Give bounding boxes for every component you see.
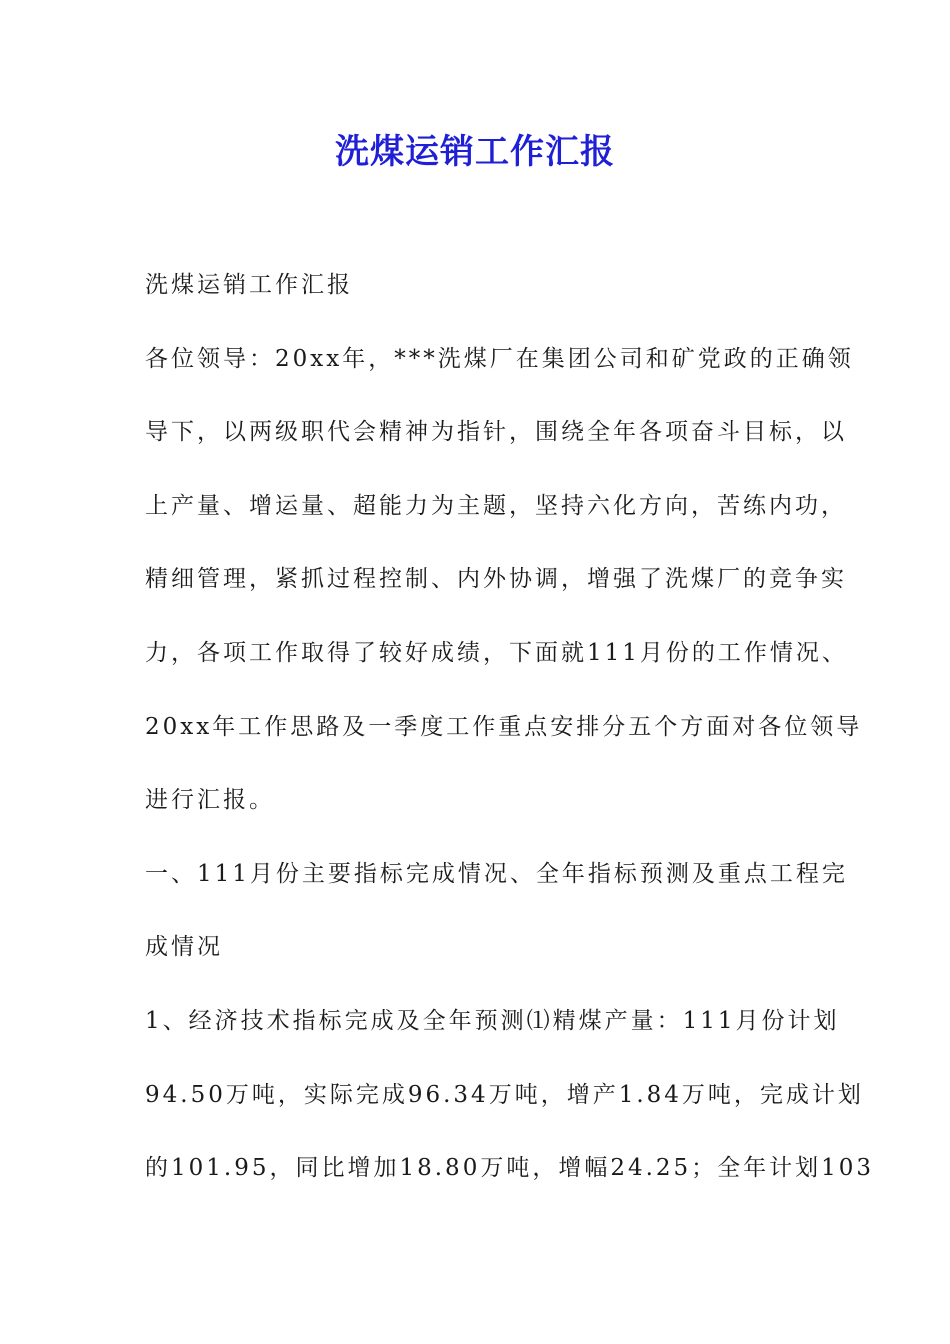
- body-line: 进行汇报。: [145, 787, 275, 814]
- body-line: 的101.95，同比增加18.80万吨，增幅24.25；全年计划103: [145, 1155, 875, 1182]
- document-body: [145, 263, 875, 1220]
- body-line: 上产量、增运量、超能力为主题，坚持六化方向，苦练内功，: [145, 492, 847, 519]
- paragraph-heading-line: 洗煤运销工作汇报: [145, 272, 353, 298]
- section-heading-line: 成情况: [145, 934, 223, 961]
- body-line: 20xx年工作思路及一季度工作重点安排分五个方面对各位领导: [145, 713, 863, 740]
- section-heading-line: 一、111月份主要指标完成情况、全年指标预测及重点工程完: [145, 860, 848, 887]
- body-line: 各位领导：20xx年，***洗煤厂在集团公司和矿党政的正确领: [145, 345, 854, 372]
- document-title: 洗煤运销工作汇报: [335, 132, 615, 172]
- body-line: 94.50万吨，实际完成96.34万吨，增产1.84万吨，完成计划: [145, 1081, 864, 1108]
- body-line: 力，各项工作取得了较好成绩，下面就111月份的工作情况、: [145, 639, 848, 666]
- body-line: 导下，以两级职代会精神为指针，围绕全年各项奋斗目标，以: [145, 419, 847, 446]
- body-line: 精细管理，紧抓过程控制、内外协调，增强了洗煤厂的竞争实: [145, 566, 847, 593]
- body-line: 1、经济技术指标完成及全年预测⑴精煤产量：111月份计划: [145, 1007, 840, 1034]
